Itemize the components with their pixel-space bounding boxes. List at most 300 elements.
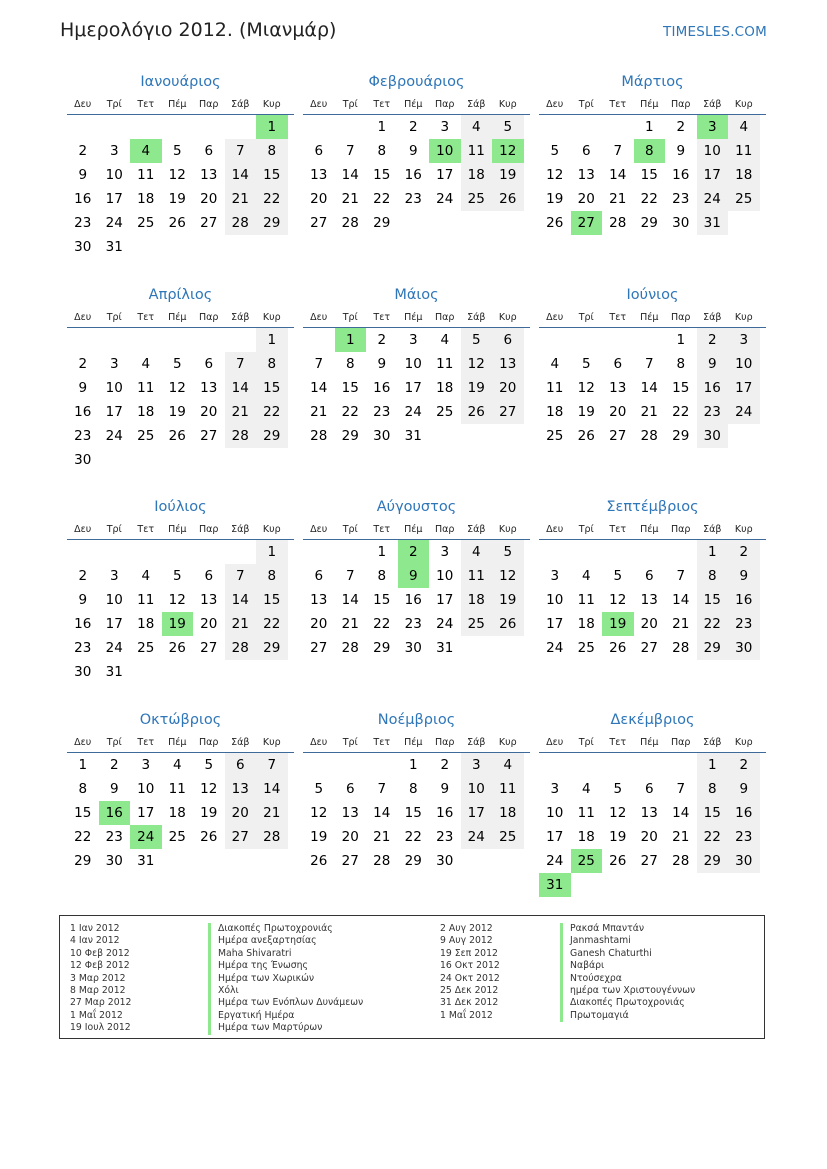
weekday-header (303, 94, 530, 115)
day-cell: 24 (105, 428, 123, 444)
day-cell: 1 (377, 119, 387, 135)
day-cell: 26 (200, 829, 218, 845)
weekday-label: Δευ (310, 523, 328, 535)
day-cell: 9 (78, 380, 88, 396)
holiday-date: 2 Αυγ 2012 (440, 923, 493, 934)
day-cell: 25 (137, 640, 155, 656)
day-cell: 23 (373, 404, 391, 420)
weekday-header (539, 94, 766, 115)
weekday-label: Σάβ (231, 736, 250, 748)
day-cell: 17 (105, 191, 123, 207)
weekday-header (539, 307, 766, 328)
day-cell: 3 (408, 332, 418, 348)
day-cell: 2 (676, 119, 686, 135)
weekday-label: Σάβ (703, 98, 722, 110)
day-cell: 9 (440, 781, 450, 797)
day-cell: 5 (492, 540, 524, 564)
day-cell: 4 (461, 115, 493, 139)
day-cell: 13 (200, 167, 218, 183)
month-name: Ιούνιος (626, 287, 679, 303)
weekday-header (303, 519, 530, 540)
day-cell: 19 (461, 376, 493, 400)
weekday-label: Πέμ (404, 736, 423, 748)
day-cell: 14 (672, 805, 690, 821)
day-cell: 8 (697, 564, 729, 588)
month-block (67, 283, 294, 474)
day-cell: 16 (373, 380, 391, 396)
weekday-label: Παρ (671, 311, 691, 323)
weekday-label: Κυρ (734, 523, 753, 535)
month-name: Φεβρουάριος (368, 74, 465, 90)
day-cell: 6 (644, 568, 654, 584)
day-cell: 22 (373, 616, 391, 632)
day-cell: 19 (200, 805, 218, 821)
holiday-date: 3 Μαρ 2012 (70, 972, 126, 984)
weekday-label: Σάβ (467, 736, 486, 748)
day-cell: 28 (225, 211, 257, 235)
day-cell: 21 (373, 829, 391, 845)
month-name: Σεπτέμβριος (606, 499, 699, 515)
weekday-label: Πέμ (640, 311, 659, 323)
day-cell: 26 (577, 428, 595, 444)
day-cell: 1 (676, 332, 686, 348)
day-cell: 4 (141, 568, 151, 584)
weekday-label: Τετ (137, 98, 155, 110)
holiday-dates-right (440, 923, 500, 1022)
day-cell: 6 (204, 356, 214, 372)
month-block (539, 708, 766, 899)
day-cell: 30 (697, 424, 729, 448)
day-cell: 16 (697, 376, 729, 400)
day-cell: 12 (546, 167, 564, 183)
day-cell: 30 (404, 640, 422, 656)
day-cell: 19 (492, 163, 524, 187)
day-cell: 27 (310, 640, 328, 656)
day-cell: 29 (256, 211, 288, 235)
weekday-label: Τρί (578, 736, 594, 748)
day-cell: 24 (105, 640, 123, 656)
day-cell: 3 (461, 753, 493, 777)
day-cell: 2 (78, 568, 88, 584)
day-cell: 26 (492, 187, 524, 211)
day-cell: 27 (225, 825, 257, 849)
day-cell: 11 (137, 380, 155, 396)
day-cell: 14 (310, 380, 328, 396)
day-cell: 25 (436, 404, 454, 420)
day-cell: 13 (640, 805, 658, 821)
day-cell: 19 (546, 191, 564, 207)
day-cell: 10 (137, 781, 155, 797)
day-cell: 20 (225, 801, 257, 825)
day-cell: 2 (440, 757, 450, 773)
day-cell: 26 (492, 612, 524, 636)
day-cell: 30 (436, 853, 454, 869)
day-cell: 21 (225, 612, 257, 636)
day-cell: 7 (225, 139, 257, 163)
day-cell: 26 (168, 428, 186, 444)
day-cell: 12 (577, 380, 595, 396)
day-cell: 15 (256, 163, 288, 187)
weekday-label: Τετ (373, 523, 391, 535)
day-cell: 8 (676, 356, 686, 372)
weekday-label: Πέμ (640, 523, 659, 535)
weekday-label: Παρ (671, 736, 691, 748)
day-cell: 17 (461, 801, 493, 825)
holiday-date: 31 Δεκ 2012 (440, 997, 499, 1009)
day-cell: 22 (697, 825, 729, 849)
day-cell: 17 (137, 805, 155, 821)
day-cell: 18 (577, 829, 595, 845)
holiday-name: Janmashtami (560, 935, 695, 947)
weekday-label: Σάβ (703, 523, 722, 535)
weekday-label: Τρί (342, 736, 358, 748)
holiday-day-cell: 3 (697, 115, 729, 139)
day-cell: 23 (728, 825, 760, 849)
day-cell: 23 (728, 612, 760, 636)
day-cell: 17 (546, 829, 564, 845)
weekday-label: Παρ (199, 736, 219, 748)
month-block (303, 495, 530, 686)
day-cell: 14 (341, 592, 359, 608)
weekday-label: Κυρ (498, 736, 517, 748)
day-cell: 30 (728, 636, 760, 660)
weekday-label: Σάβ (231, 311, 250, 323)
holiday-day-cell: 1 (256, 115, 288, 139)
day-cell: 23 (74, 215, 92, 231)
day-cell: 20 (577, 191, 595, 207)
day-cell: 19 (492, 588, 524, 612)
weekday-label: Κυρ (262, 311, 281, 323)
day-cell: 19 (168, 404, 186, 420)
day-cell: 16 (436, 805, 454, 821)
day-cell: 4 (492, 753, 524, 777)
day-cell: 30 (373, 428, 391, 444)
day-cell: 10 (546, 592, 564, 608)
holiday-name: Διακοπές Πρωτοχρονιάς (208, 923, 363, 935)
day-cell: 6 (644, 781, 654, 797)
day-grid (539, 540, 766, 686)
day-cell: 9 (78, 592, 88, 608)
weekday-label: Κυρ (498, 523, 517, 535)
month-name: Μάιος (394, 287, 439, 303)
day-cell: 23 (404, 616, 422, 632)
day-cell: 12 (609, 592, 627, 608)
day-cell: 4 (581, 568, 591, 584)
holiday-day-cell: 9 (398, 564, 430, 588)
holiday-day-cell: 8 (634, 139, 666, 163)
weekday-label: Δευ (310, 98, 328, 110)
weekday-label: Τετ (137, 736, 155, 748)
day-cell: 6 (345, 781, 355, 797)
weekday-label: Παρ (199, 98, 219, 110)
day-cell: 4 (141, 356, 151, 372)
day-cell: 4 (172, 757, 182, 773)
month-block (303, 283, 530, 474)
day-cell: 20 (200, 616, 218, 632)
month-name: Οκτώβριος (139, 712, 222, 728)
day-cell: 22 (404, 829, 422, 845)
day-cell: 3 (550, 781, 560, 797)
day-cell: 7 (377, 781, 387, 797)
day-cell: 26 (310, 853, 328, 869)
day-cell: 20 (341, 829, 359, 845)
holiday-name: Ημέρα των Χωρικών (208, 973, 363, 985)
day-cell: 24 (105, 215, 123, 231)
day-cell: 20 (310, 616, 328, 632)
day-cell: 7 (345, 568, 355, 584)
day-cell: 10 (546, 805, 564, 821)
day-cell: 28 (609, 215, 627, 231)
day-cell: 31 (105, 239, 123, 255)
day-cell: 5 (172, 568, 182, 584)
day-cell: 2 (697, 328, 729, 352)
day-cell: 26 (461, 400, 493, 424)
day-cell: 3 (109, 143, 119, 159)
holiday-day-cell: 16 (99, 801, 131, 825)
day-cell: 11 (168, 781, 186, 797)
month-block (539, 283, 766, 474)
day-cell: 7 (613, 143, 623, 159)
day-cell: 12 (492, 564, 524, 588)
day-cell: 20 (200, 404, 218, 420)
day-cell: 17 (697, 163, 729, 187)
day-cell: 8 (697, 777, 729, 801)
day-cell: 13 (640, 592, 658, 608)
day-cell: 13 (341, 805, 359, 821)
day-cell: 29 (256, 424, 288, 448)
month-block (67, 708, 294, 899)
day-grid (67, 753, 294, 899)
weekday-label: Σάβ (703, 311, 722, 323)
day-cell: 13 (310, 167, 328, 183)
day-cell: 14 (640, 380, 658, 396)
holiday-day-cell: 2 (398, 540, 430, 564)
day-cell: 25 (577, 640, 595, 656)
day-cell: 1 (377, 544, 387, 560)
day-cell: 18 (546, 404, 564, 420)
day-cell: 27 (200, 428, 218, 444)
day-cell: 8 (345, 356, 355, 372)
weekday-label: Τετ (609, 523, 627, 535)
holiday-day-cell: 4 (130, 139, 162, 163)
holiday-name: Maha Shivaratri (208, 948, 363, 960)
day-grid (303, 753, 530, 899)
weekday-label: Τρί (106, 311, 122, 323)
weekday-label: Τρί (106, 98, 122, 110)
day-cell: 28 (640, 428, 658, 444)
month-name: Δεκέμβριος (610, 712, 695, 728)
weekday-label: Τρί (342, 98, 358, 110)
weekday-label: Παρ (435, 98, 455, 110)
day-cell: 11 (728, 139, 760, 163)
site-link[interactable]: TIMESLES.COM (663, 24, 767, 40)
day-cell: 13 (225, 777, 257, 801)
day-cell: 27 (609, 428, 627, 444)
day-cell: 8 (78, 781, 88, 797)
holiday-name: Ημέρα της Ένωσης (208, 960, 363, 972)
day-cell: 1 (78, 757, 88, 773)
day-cell: 6 (204, 568, 214, 584)
holiday-name: Ημέρα ανεξαρτησίας (208, 935, 363, 947)
day-cell: 5 (314, 781, 324, 797)
day-cell: 25 (728, 187, 760, 211)
holiday-name: Χόλι (208, 985, 363, 997)
day-cell: 6 (314, 143, 324, 159)
day-cell: 2 (78, 356, 88, 372)
weekday-label: Πέμ (168, 523, 187, 535)
holiday-list (59, 915, 765, 1039)
weekday-label: Παρ (199, 311, 219, 323)
weekday-label: Παρ (435, 523, 455, 535)
day-cell: 22 (697, 612, 729, 636)
day-cell: 14 (225, 376, 257, 400)
day-cell: 19 (609, 829, 627, 845)
day-cell: 20 (310, 191, 328, 207)
day-cell: 21 (640, 404, 658, 420)
weekday-label: Δευ (310, 736, 328, 748)
day-cell: 6 (581, 143, 591, 159)
day-cell: 15 (373, 167, 391, 183)
day-cell: 18 (137, 404, 155, 420)
weekday-label: Δευ (310, 311, 328, 323)
day-cell: 11 (577, 805, 595, 821)
day-cell: 5 (461, 328, 493, 352)
day-cell: 9 (697, 352, 729, 376)
holiday-name: Ρακσά Μπαντάν (560, 923, 695, 935)
day-cell: 28 (310, 428, 328, 444)
weekday-label: Δευ (546, 523, 564, 535)
day-cell: 25 (168, 829, 186, 845)
day-cell: 17 (404, 380, 422, 396)
month-block (539, 70, 766, 261)
holiday-name: Ντούσεχρα (560, 973, 695, 985)
day-cell: 29 (697, 849, 729, 873)
day-cell: 22 (373, 191, 391, 207)
weekday-label: Δευ (546, 98, 564, 110)
weekday-label: Κυρ (498, 98, 517, 110)
day-cell: 4 (440, 332, 450, 348)
weekday-label: Κυρ (734, 736, 753, 748)
weekday-label: Πέμ (168, 311, 187, 323)
day-cell: 18 (577, 616, 595, 632)
day-cell: 7 (225, 352, 257, 376)
day-cell: 16 (74, 191, 92, 207)
weekday-label: Τετ (137, 311, 155, 323)
day-cell: 4 (461, 540, 493, 564)
day-cell: 13 (310, 592, 328, 608)
day-cell: 6 (613, 356, 623, 372)
day-cell: 20 (640, 616, 658, 632)
day-cell: 26 (609, 640, 627, 656)
month-name: Νοέμβριος (377, 712, 456, 728)
day-cell: 8 (256, 564, 288, 588)
day-cell: 26 (546, 215, 564, 231)
day-cell: 13 (577, 167, 595, 183)
day-cell: 10 (105, 592, 123, 608)
day-cell: 21 (225, 187, 257, 211)
holiday-names-left (208, 923, 363, 1035)
day-cell: 27 (310, 215, 328, 231)
day-grid (539, 115, 766, 261)
day-cell: 13 (492, 352, 524, 376)
holiday-date: 27 Μαρ 2012 (70, 997, 132, 1009)
day-cell: 8 (256, 352, 288, 376)
day-cell: 18 (728, 163, 760, 187)
day-grid (303, 328, 530, 474)
holiday-date: 25 Δεκ 2012 (440, 984, 499, 996)
day-cell: 8 (256, 139, 288, 163)
holiday-date: 16 Οκτ 2012 (440, 960, 500, 972)
day-cell: 10 (461, 777, 493, 801)
weekday-header (67, 732, 294, 753)
day-cell: 30 (74, 239, 92, 255)
day-cell: 11 (137, 592, 155, 608)
day-cell: 13 (200, 592, 218, 608)
day-cell: 28 (341, 640, 359, 656)
holiday-day-cell: 10 (429, 139, 461, 163)
day-grid (303, 115, 530, 261)
weekday-label: Παρ (435, 311, 455, 323)
day-cell: 20 (609, 404, 627, 420)
day-cell: 20 (492, 376, 524, 400)
weekday-label: Δευ (74, 311, 92, 323)
day-cell: 29 (404, 853, 422, 869)
holiday-name: Εργατική Ημέρα (208, 1010, 363, 1022)
day-cell: 11 (546, 380, 564, 396)
weekday-label: Σάβ (703, 736, 722, 748)
day-cell: 7 (676, 781, 686, 797)
holiday-day-cell: 19 (602, 612, 634, 636)
month-name: Ιανουάριος (140, 74, 221, 90)
day-cell: 24 (728, 400, 760, 424)
day-cell: 24 (697, 187, 729, 211)
day-cell: 22 (256, 400, 288, 424)
day-cell: 11 (461, 564, 493, 588)
holiday-name: Ganesh Chaturthi (560, 948, 695, 960)
day-cell: 11 (461, 139, 493, 163)
weekday-label: Τρί (342, 311, 358, 323)
day-cell: 28 (672, 640, 690, 656)
day-cell: 23 (672, 191, 690, 207)
weekday-label: Δευ (74, 736, 92, 748)
day-grid (67, 540, 294, 686)
day-cell: 29 (256, 636, 288, 660)
day-cell: 21 (609, 191, 627, 207)
day-cell: 2 (377, 332, 387, 348)
day-cell: 18 (461, 163, 493, 187)
day-cell: 2 (408, 119, 418, 135)
weekday-label: Πέμ (404, 311, 423, 323)
day-cell: 14 (256, 777, 288, 801)
day-cell: 3 (440, 544, 450, 560)
weekday-header (539, 519, 766, 540)
day-cell: 10 (697, 139, 729, 163)
weekday-label: Τρί (578, 523, 594, 535)
holiday-day-cell: 1 (335, 328, 367, 352)
day-cell: 15 (672, 380, 690, 396)
day-cell: 14 (672, 592, 690, 608)
weekday-label: Δευ (546, 311, 564, 323)
weekday-label: Τρί (106, 523, 122, 535)
weekday-label: Τρί (578, 98, 594, 110)
day-cell: 24 (404, 404, 422, 420)
day-cell: 23 (404, 191, 422, 207)
day-grid (303, 540, 530, 686)
day-cell: 3 (141, 757, 151, 773)
day-cell: 14 (609, 167, 627, 183)
day-cell: 21 (672, 616, 690, 632)
day-grid (67, 328, 294, 474)
